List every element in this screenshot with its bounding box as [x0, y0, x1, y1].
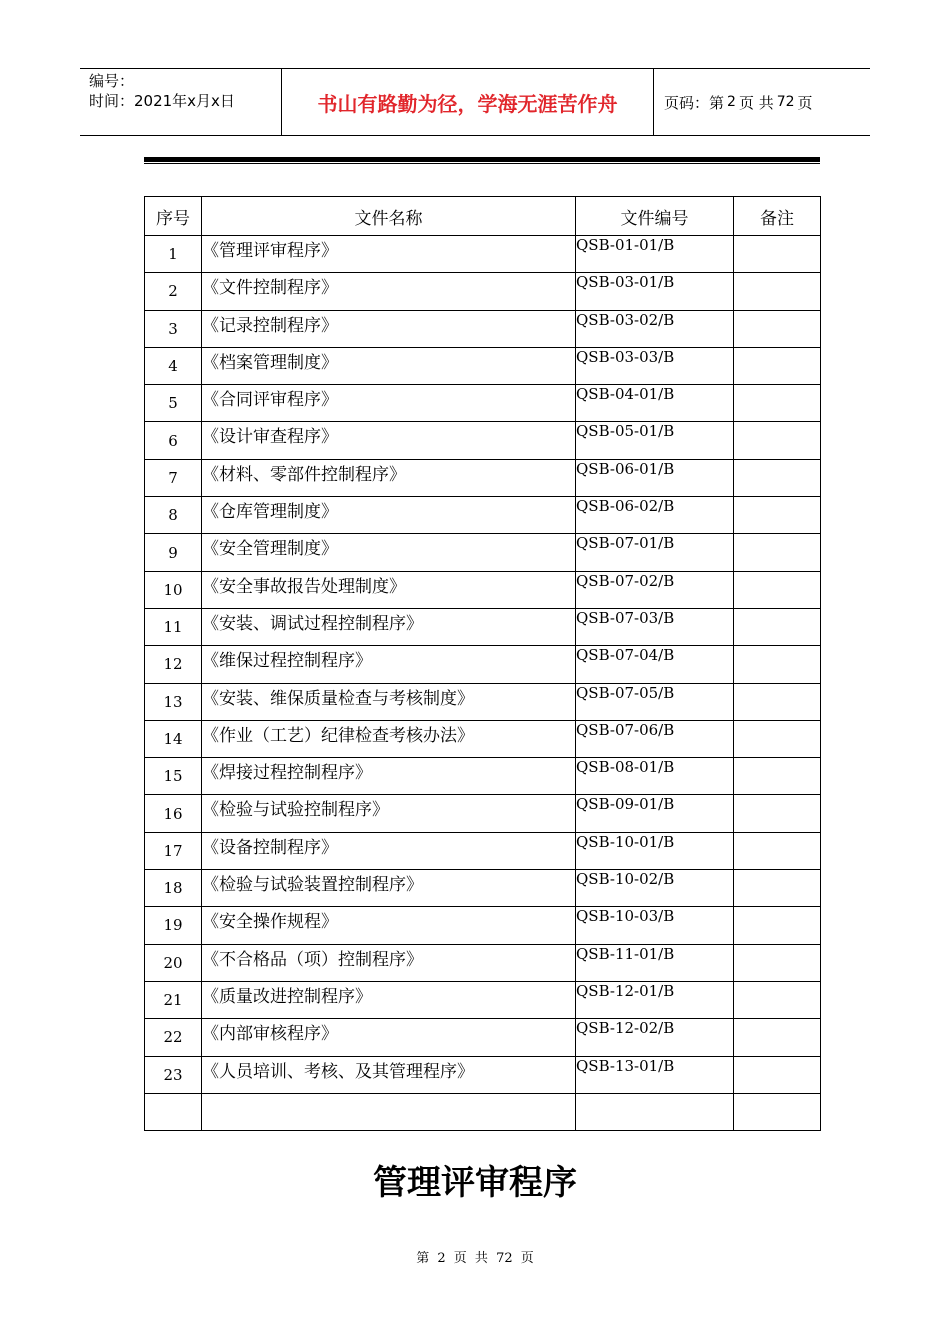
- row-doc-code: QSB-08-01/B: [576, 758, 734, 795]
- row-doc-code: QSB-03-01/B: [576, 273, 734, 310]
- row-doc-code: QSB-13-01/B: [576, 1056, 734, 1093]
- footer-page-current: 2: [437, 1251, 446, 1266]
- table-row: [145, 273, 821, 310]
- row-doc-name: 《安装、调试过程控制程序》: [202, 608, 576, 645]
- row-number: 6: [145, 422, 202, 459]
- row-doc-name: 《设计审查程序》: [202, 422, 576, 459]
- table-row: [145, 870, 821, 907]
- row-remark: [734, 608, 821, 645]
- row-number: 16: [145, 795, 202, 832]
- row-remark: [734, 1056, 821, 1093]
- row-remark: [734, 720, 821, 757]
- table-row: [145, 758, 821, 795]
- row-doc-name: 《合同评审程序》: [202, 385, 576, 422]
- row-remark: [734, 347, 821, 384]
- row-doc-code: QSB-03-03/B: [576, 347, 734, 384]
- row-doc-name: 《内部审核程序》: [202, 1019, 576, 1056]
- header-page-prefix: 页码：第: [664, 93, 725, 112]
- row-doc-name: 《检验与试验控制程序》: [202, 795, 576, 832]
- table-row: [145, 236, 821, 273]
- header-page-mid: 页 共: [738, 93, 774, 112]
- row-doc-code: QSB-12-01/B: [576, 981, 734, 1018]
- footer-mid: 页 共: [453, 1251, 488, 1266]
- row-doc-code: QSB-03-02/B: [576, 310, 734, 347]
- row-number: 19: [145, 907, 202, 944]
- row-doc-code: QSB-04-01/B: [576, 385, 734, 422]
- table-row: [145, 534, 821, 571]
- row-doc-code: QSB-06-01/B: [576, 459, 734, 496]
- table-row: [145, 907, 821, 944]
- table-row: [145, 1056, 821, 1093]
- header-rule-thin: [144, 163, 820, 164]
- col-header-name: 文件名称: [202, 197, 576, 236]
- row-number: 9: [145, 534, 202, 571]
- row-doc-name: 《焊接过程控制程序》: [202, 758, 576, 795]
- document-list-table: [144, 196, 821, 1131]
- row-doc-name: 《设备控制程序》: [202, 832, 576, 869]
- row-doc-name: 《检验与试验装置控制程序》: [202, 870, 576, 907]
- row-remark: [734, 236, 821, 273]
- section-title: 管理评审程序: [373, 1163, 577, 1203]
- row-doc-code: QSB-10-02/B: [576, 870, 734, 907]
- row-doc-code: QSB-11-01/B: [576, 944, 734, 981]
- row-doc-code: QSB-07-02/B: [576, 571, 734, 608]
- table-row: [145, 422, 821, 459]
- row-remark: [734, 832, 821, 869]
- row-doc-name: 《文件控制程序》: [202, 273, 576, 310]
- row-remark: [734, 422, 821, 459]
- row-number: 22: [145, 1019, 202, 1056]
- row-remark: [734, 758, 821, 795]
- row-doc-code: QSB-01-01/B: [576, 236, 734, 273]
- row-number: 10: [145, 571, 202, 608]
- header-rule-thick: [144, 157, 820, 162]
- row-remark: [734, 981, 821, 1018]
- row-doc-code: QSB-07-01/B: [576, 534, 734, 571]
- row-doc-code: QSB-12-02/B: [576, 1019, 734, 1056]
- row-doc-name: 《安全操作规程》: [202, 907, 576, 944]
- row-doc-name: 《不合格品（项）控制程序》: [202, 944, 576, 981]
- row-number: 20: [145, 944, 202, 981]
- row-remark: [734, 497, 821, 534]
- row-number: 17: [145, 832, 202, 869]
- row-remark: [734, 534, 821, 571]
- row-doc-code: QSB-10-01/B: [576, 832, 734, 869]
- page-footer: [0, 1247, 950, 1266]
- row-remark: [734, 683, 821, 720]
- doc-code-label: 编号：: [89, 72, 135, 90]
- table-row: [145, 683, 821, 720]
- row-number: 12: [145, 646, 202, 683]
- row-doc-name: 《仓库管理制度》: [202, 497, 576, 534]
- table-row: [145, 571, 821, 608]
- row-number: 2: [145, 273, 202, 310]
- row-number: [145, 1093, 202, 1130]
- table-row: [145, 459, 821, 496]
- header-page-total: 72: [776, 94, 795, 110]
- row-number: 14: [145, 720, 202, 757]
- row-number: 11: [145, 608, 202, 645]
- row-doc-code: QSB-07-06/B: [576, 720, 734, 757]
- row-doc-name: 《安全管理制度》: [202, 534, 576, 571]
- row-number: 21: [145, 981, 202, 1018]
- row-doc-name: 《安全事故报告处理制度》: [202, 571, 576, 608]
- header-motto: 书山有路勤为径，学海无涯苦作舟: [282, 69, 654, 135]
- table-row: [145, 497, 821, 534]
- table-header-row: [145, 197, 821, 236]
- row-doc-name: 《安装、维保质量检查与考核制度》: [202, 683, 576, 720]
- table-row: [145, 720, 821, 757]
- row-number: 4: [145, 347, 202, 384]
- table-row: [145, 347, 821, 384]
- row-remark: [734, 907, 821, 944]
- row-doc-name: 《档案管理制度》: [202, 347, 576, 384]
- row-doc-name: 《管理评审程序》: [202, 236, 576, 273]
- page-header: [80, 68, 870, 136]
- row-remark: [734, 1093, 821, 1130]
- row-number: 15: [145, 758, 202, 795]
- header-page-info: [654, 69, 870, 135]
- table-row: [145, 795, 821, 832]
- table-row: [145, 1093, 821, 1130]
- footer-page-total: 72: [496, 1251, 513, 1266]
- footer-prefix: 第: [416, 1251, 430, 1266]
- row-doc-name: 《作业（工艺）纪律检查考核办法》: [202, 720, 576, 757]
- row-remark: [734, 571, 821, 608]
- row-number: 1: [145, 236, 202, 273]
- table-row: [145, 385, 821, 422]
- row-doc-code: QSB-09-01/B: [576, 795, 734, 832]
- table-row: [145, 832, 821, 869]
- row-remark: [734, 385, 821, 422]
- row-doc-code: QSB-07-04/B: [576, 646, 734, 683]
- row-number: 3: [145, 310, 202, 347]
- row-number: 13: [145, 683, 202, 720]
- row-doc-code: QSB-07-03/B: [576, 608, 734, 645]
- row-remark: [734, 310, 821, 347]
- row-remark: [734, 459, 821, 496]
- table-row: [145, 981, 821, 1018]
- footer-suffix: 页: [520, 1251, 534, 1266]
- row-remark: [734, 1019, 821, 1056]
- row-doc-name: 《维保过程控制程序》: [202, 646, 576, 683]
- row-number: 23: [145, 1056, 202, 1093]
- row-doc-code: QSB-06-02/B: [576, 497, 734, 534]
- col-header-remark: 备注: [734, 197, 821, 236]
- row-doc-name: 《材料、零部件控制程序》: [202, 459, 576, 496]
- row-doc-code: [576, 1093, 734, 1130]
- row-remark: [734, 273, 821, 310]
- row-doc-code: QSB-07-05/B: [576, 683, 734, 720]
- row-number: 5: [145, 385, 202, 422]
- col-header-code: 文件编号: [576, 197, 734, 236]
- row-doc-name: 《记录控制程序》: [202, 310, 576, 347]
- row-remark: [734, 944, 821, 981]
- header-meta: [80, 69, 282, 135]
- row-number: 18: [145, 870, 202, 907]
- row-doc-name: 《人员培训、考核、及其管理程序》: [202, 1056, 576, 1093]
- row-remark: [734, 870, 821, 907]
- col-header-no: 序号: [145, 197, 202, 236]
- table-row: [145, 608, 821, 645]
- row-doc-code: QSB-10-03/B: [576, 907, 734, 944]
- row-remark: [734, 795, 821, 832]
- row-number: 7: [145, 459, 202, 496]
- table-body: [145, 236, 821, 1131]
- row-doc-name: [202, 1093, 576, 1130]
- table-row: [145, 646, 821, 683]
- table-row: [145, 944, 821, 981]
- row-doc-name: 《质量改进控制程序》: [202, 981, 576, 1018]
- row-remark: [734, 646, 821, 683]
- header-page-suffix: 页: [797, 93, 813, 112]
- row-doc-code: QSB-05-01/B: [576, 422, 734, 459]
- row-number: 8: [145, 497, 202, 534]
- header-page-current: 2: [727, 94, 736, 110]
- table-row: [145, 310, 821, 347]
- table-row: [145, 1019, 821, 1056]
- doc-time-label: 时间：2021年x月x日: [89, 92, 235, 110]
